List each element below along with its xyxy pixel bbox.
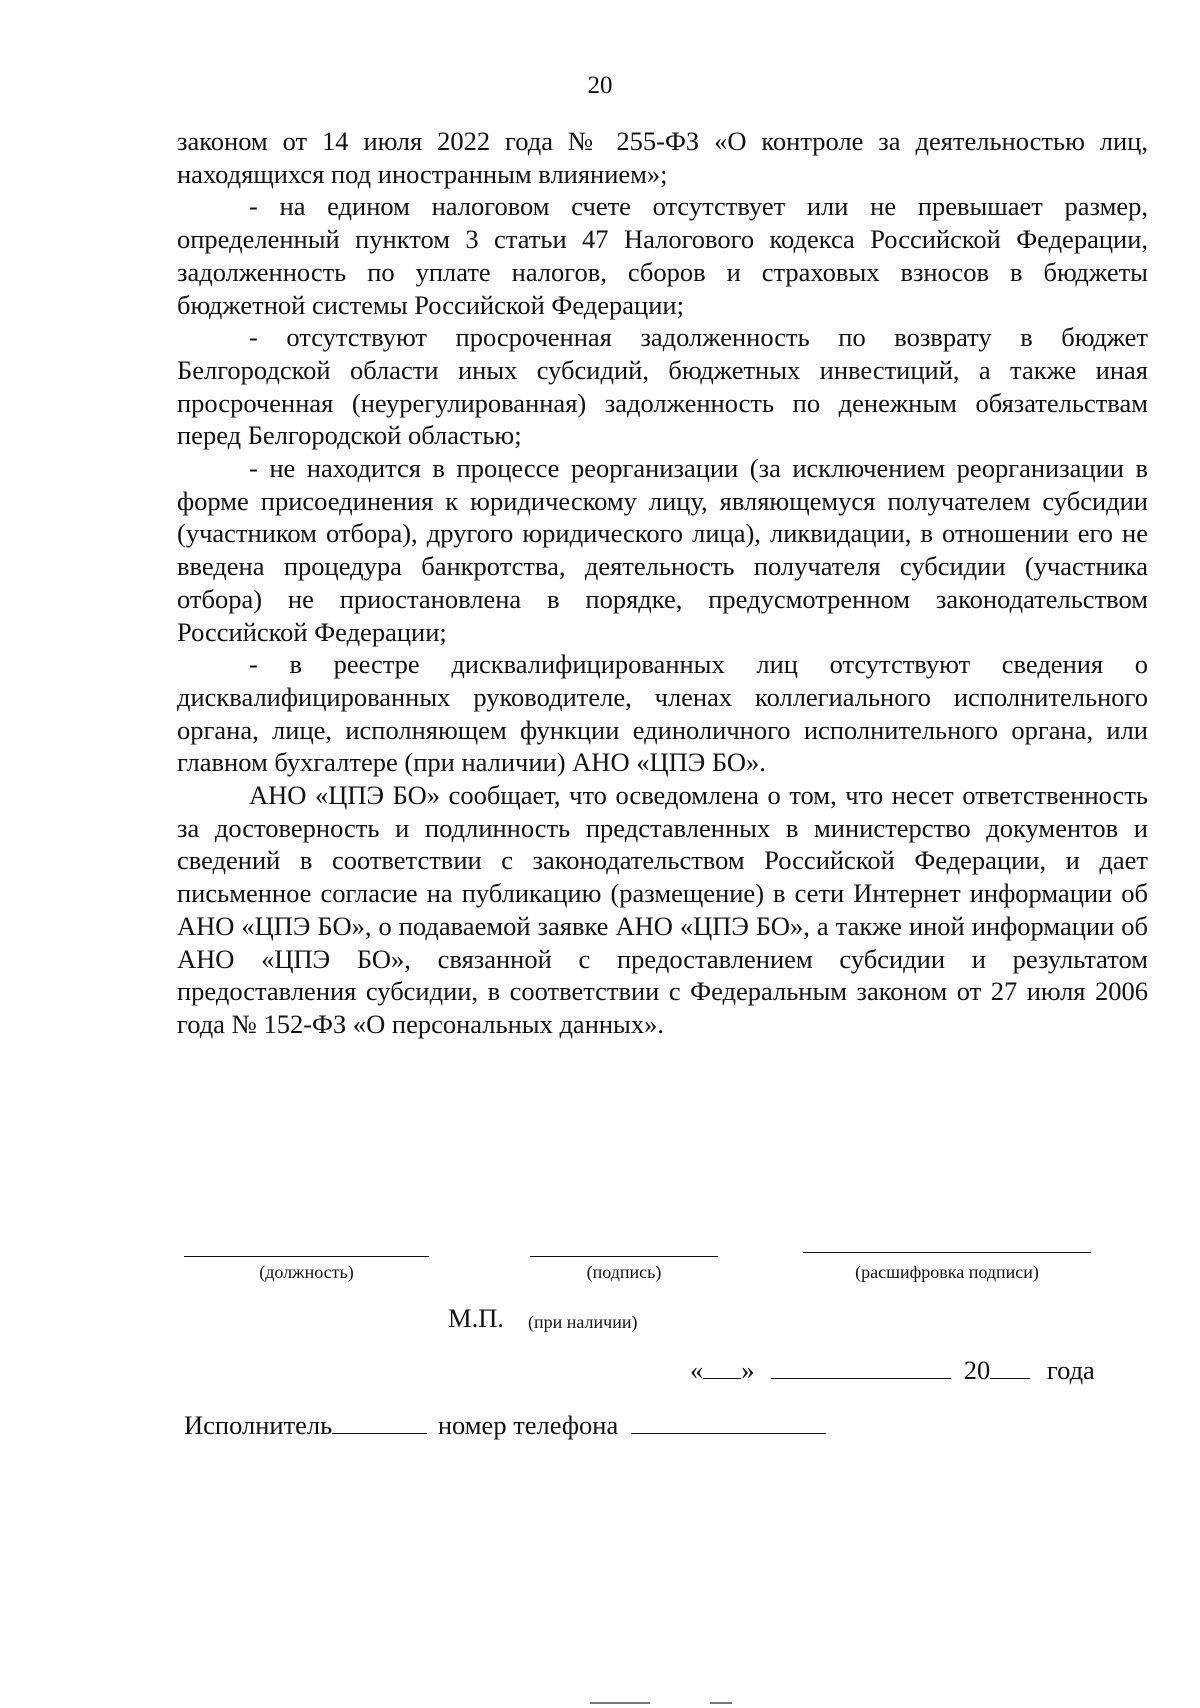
phone-label: номер телефона <box>437 1410 619 1440</box>
phone-blank <box>631 1411 826 1434</box>
stamp-note: (при наличии) <box>528 1312 638 1332</box>
year-suffix: года <box>1046 1355 1095 1385</box>
paragraph-tax-debt: - на едином налоговом счете отсутствует или не превышает размер, определенный пунктом 3 статьи 47 Налогового кодекса Российской Федерации, задолженность по уплате налогов, сборов и страховых взносов в бюджеты бюджетной системы Российской Федерации; <box>177 191 1148 320</box>
paragraph-consent: АНО «ЦПЭ БО» сообщает, что осведомлена о том, что несет ответственность за достоверность и подлинность представленных в министерство документов и сведений в соответствии с законодательством Российской Федерации, и дает письменное согласие на публикацию (размещение) в сети Интернет информации об АНО «ЦПЭ БО», о подаваемой заявке АНО «ЦПЭ БО», а также иной информации об АНО «ЦПЭ БО», связанной с предоставлением субсидии и результатом предоставления субсидии, в соответствии с Федеральным законом от 27 июля 2006 года № 152-ФЗ «О персональных данных». <box>177 780 1148 1039</box>
paragraph-law-reference: законом от 14 июля 2022 года № 255-ФЗ «О контроле за деятельностью лиц, находящихся под иностранным влиянием»; <box>177 126 1148 189</box>
scan-artifact <box>590 1702 650 1704</box>
decoding-line <box>803 1252 1091 1253</box>
stamp-label: М.П. <box>448 1303 504 1333</box>
paragraph-disqualified-persons: - в реестре дисквалифицированных лиц отсутствуют сведения о дисквалифицированных руководителе, членах коллегиального исполнительного органа, лице, исполняющем функции единоличного исполнительного органа, или главном бухгалтере (при наличии) АНО «ЦПЭ БО». <box>177 649 1148 778</box>
page-number: 20 <box>587 72 613 99</box>
executor-line <box>184 1410 826 1441</box>
executor-label: Исполнитель <box>184 1410 333 1440</box>
scan-artifact <box>710 1702 732 1704</box>
body-text <box>177 125 1148 1041</box>
date-close-quote: » <box>741 1355 755 1385</box>
month-blank <box>771 1356 951 1379</box>
paragraph-overdue-debt: - отсутствуют просроченная задолженность по возврату в бюджет Белгородской области иных субсидий, бюджетных инвестиций, а также иная просроченная (неурегулированная) задолженность по денежным обязательствам перед Белгородской областью; <box>177 322 1148 451</box>
year-blank <box>990 1356 1030 1379</box>
position-line <box>184 1256 429 1257</box>
executor-blank <box>332 1411 427 1434</box>
day-blank <box>703 1356 741 1379</box>
decoding-caption: (расшифровка подписи) <box>855 1262 1039 1282</box>
date-open-quote: « <box>690 1355 704 1385</box>
year-prefix: 20 <box>963 1355 991 1385</box>
position-caption: (должность) <box>259 1262 354 1282</box>
paragraph-reorganization: - не находится в процессе реорганизации (за исключением реорганизации в форме присоединения к юридическому лицу, являющемуся получателем субсидии (участником отбора), другого юридического лица), ликвидации, в отношении его не введена процедура банкротства, деятельность получателя субсидии (участника отбора) не приостановлена в порядке, предусмотренном законодательством Российской Федерации; <box>177 453 1148 647</box>
signature-caption: (подпись) <box>586 1262 662 1282</box>
date-line <box>690 1355 1095 1386</box>
signature-line <box>530 1256 718 1257</box>
